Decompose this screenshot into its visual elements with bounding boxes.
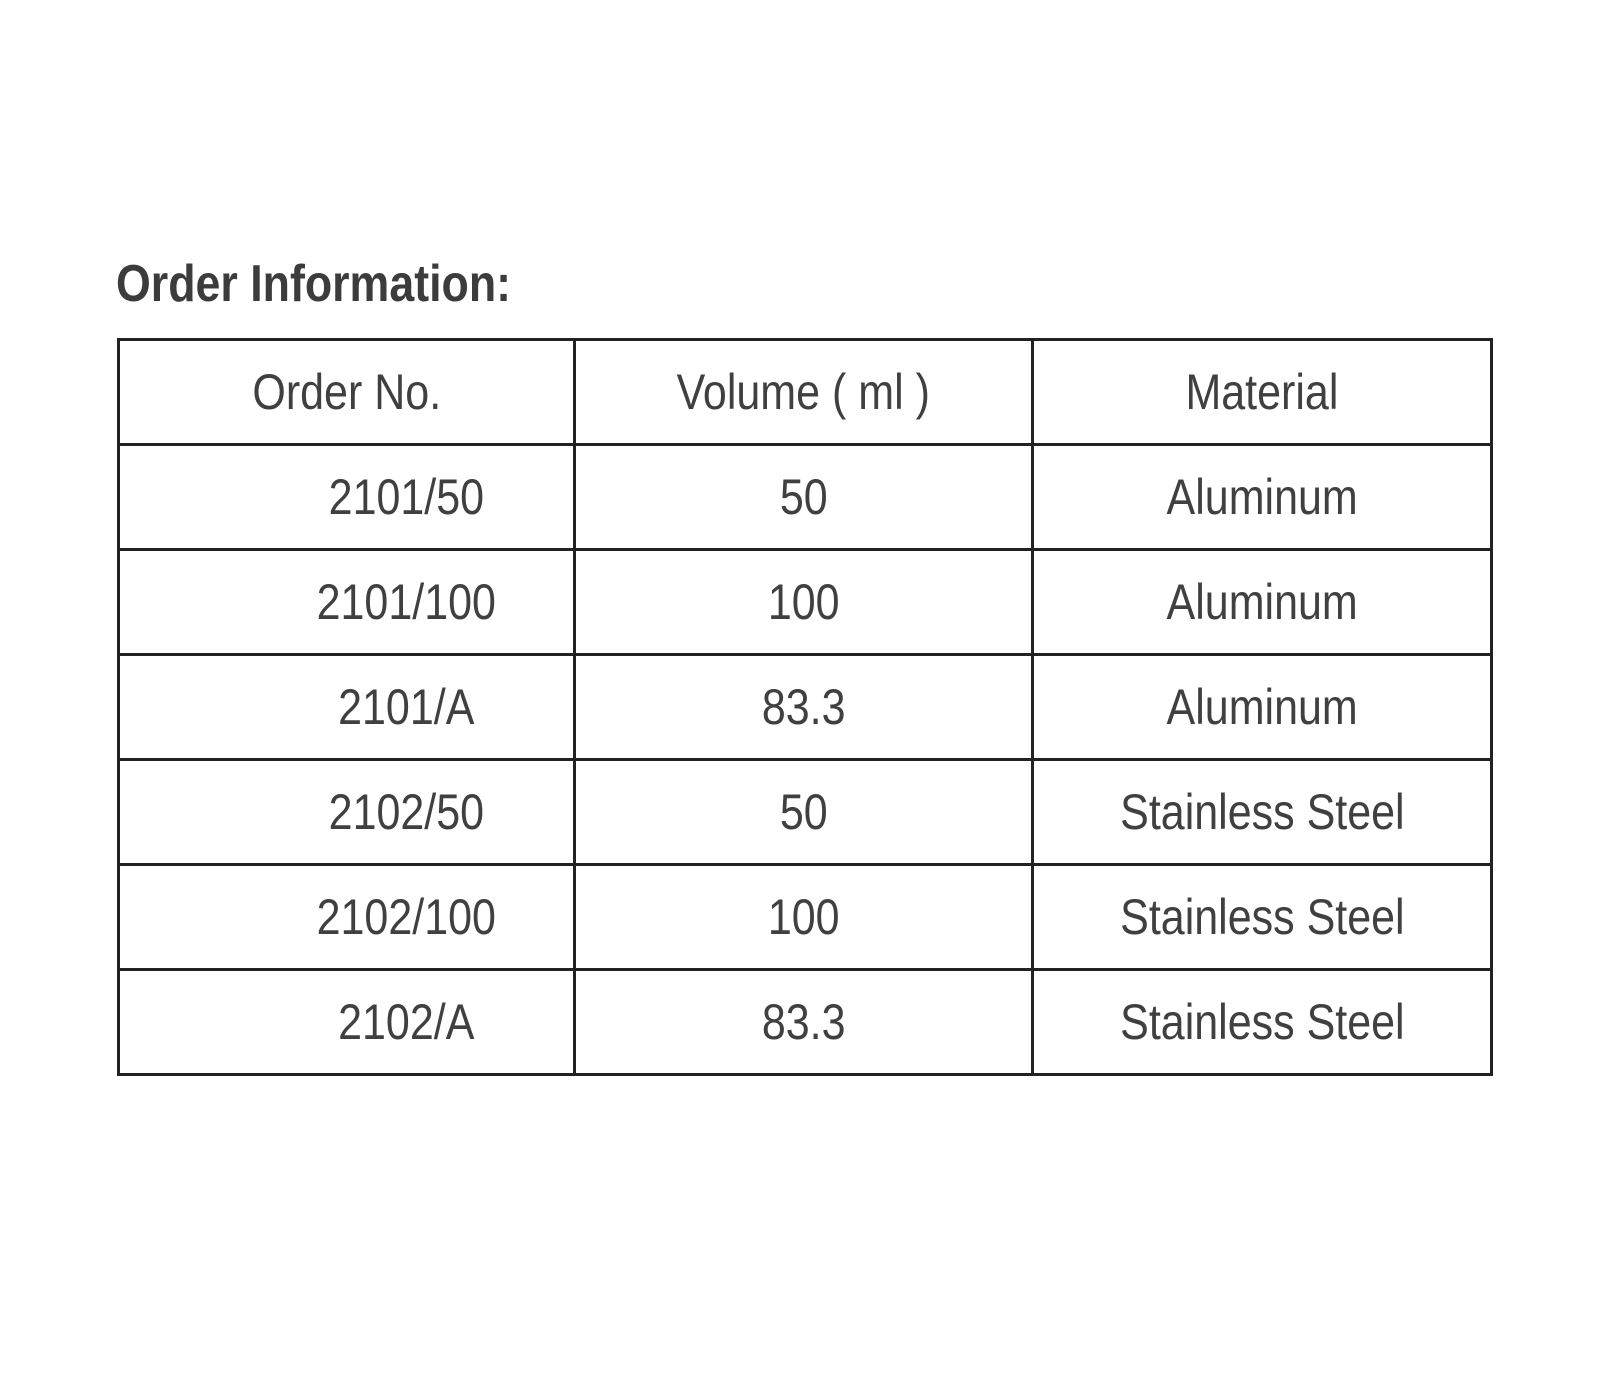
table-row	[119, 760, 1492, 865]
volume-cell: 100	[575, 865, 1033, 970]
material-cell: Stainless Steel	[1033, 970, 1492, 1075]
material-cell: Aluminum	[1033, 655, 1492, 760]
volume-cell: 100	[575, 550, 1033, 655]
column-header-material: Material	[1033, 340, 1492, 445]
order-no-cell: 2102/50	[119, 760, 575, 865]
order-no-cell: 2101/100	[119, 550, 575, 655]
material-cell: Stainless Steel	[1033, 865, 1492, 970]
volume-cell: 83.3	[575, 655, 1033, 760]
column-header-volume: Volume ( ml )	[575, 340, 1033, 445]
table-row	[119, 865, 1492, 970]
table-row	[119, 550, 1492, 655]
order-no-cell: 2102/A	[119, 970, 575, 1075]
table-row	[119, 970, 1492, 1075]
section-title: Order Information:	[116, 255, 512, 313]
material-cell: Aluminum	[1033, 445, 1492, 550]
volume-cell: 83.3	[575, 970, 1033, 1075]
table-row	[119, 655, 1492, 760]
material-cell: Stainless Steel	[1033, 760, 1492, 865]
table-row	[119, 445, 1492, 550]
material-cell: Aluminum	[1033, 550, 1492, 655]
order-table	[117, 338, 1493, 1076]
volume-cell: 50	[575, 760, 1033, 865]
order-no-cell: 2102/100	[119, 865, 575, 970]
order-no-cell: 2101/50	[119, 445, 575, 550]
column-header-order-no: Order No.	[119, 340, 575, 445]
order-no-cell: 2101/A	[119, 655, 575, 760]
table-header-row	[119, 340, 1492, 445]
volume-cell: 50	[575, 445, 1033, 550]
